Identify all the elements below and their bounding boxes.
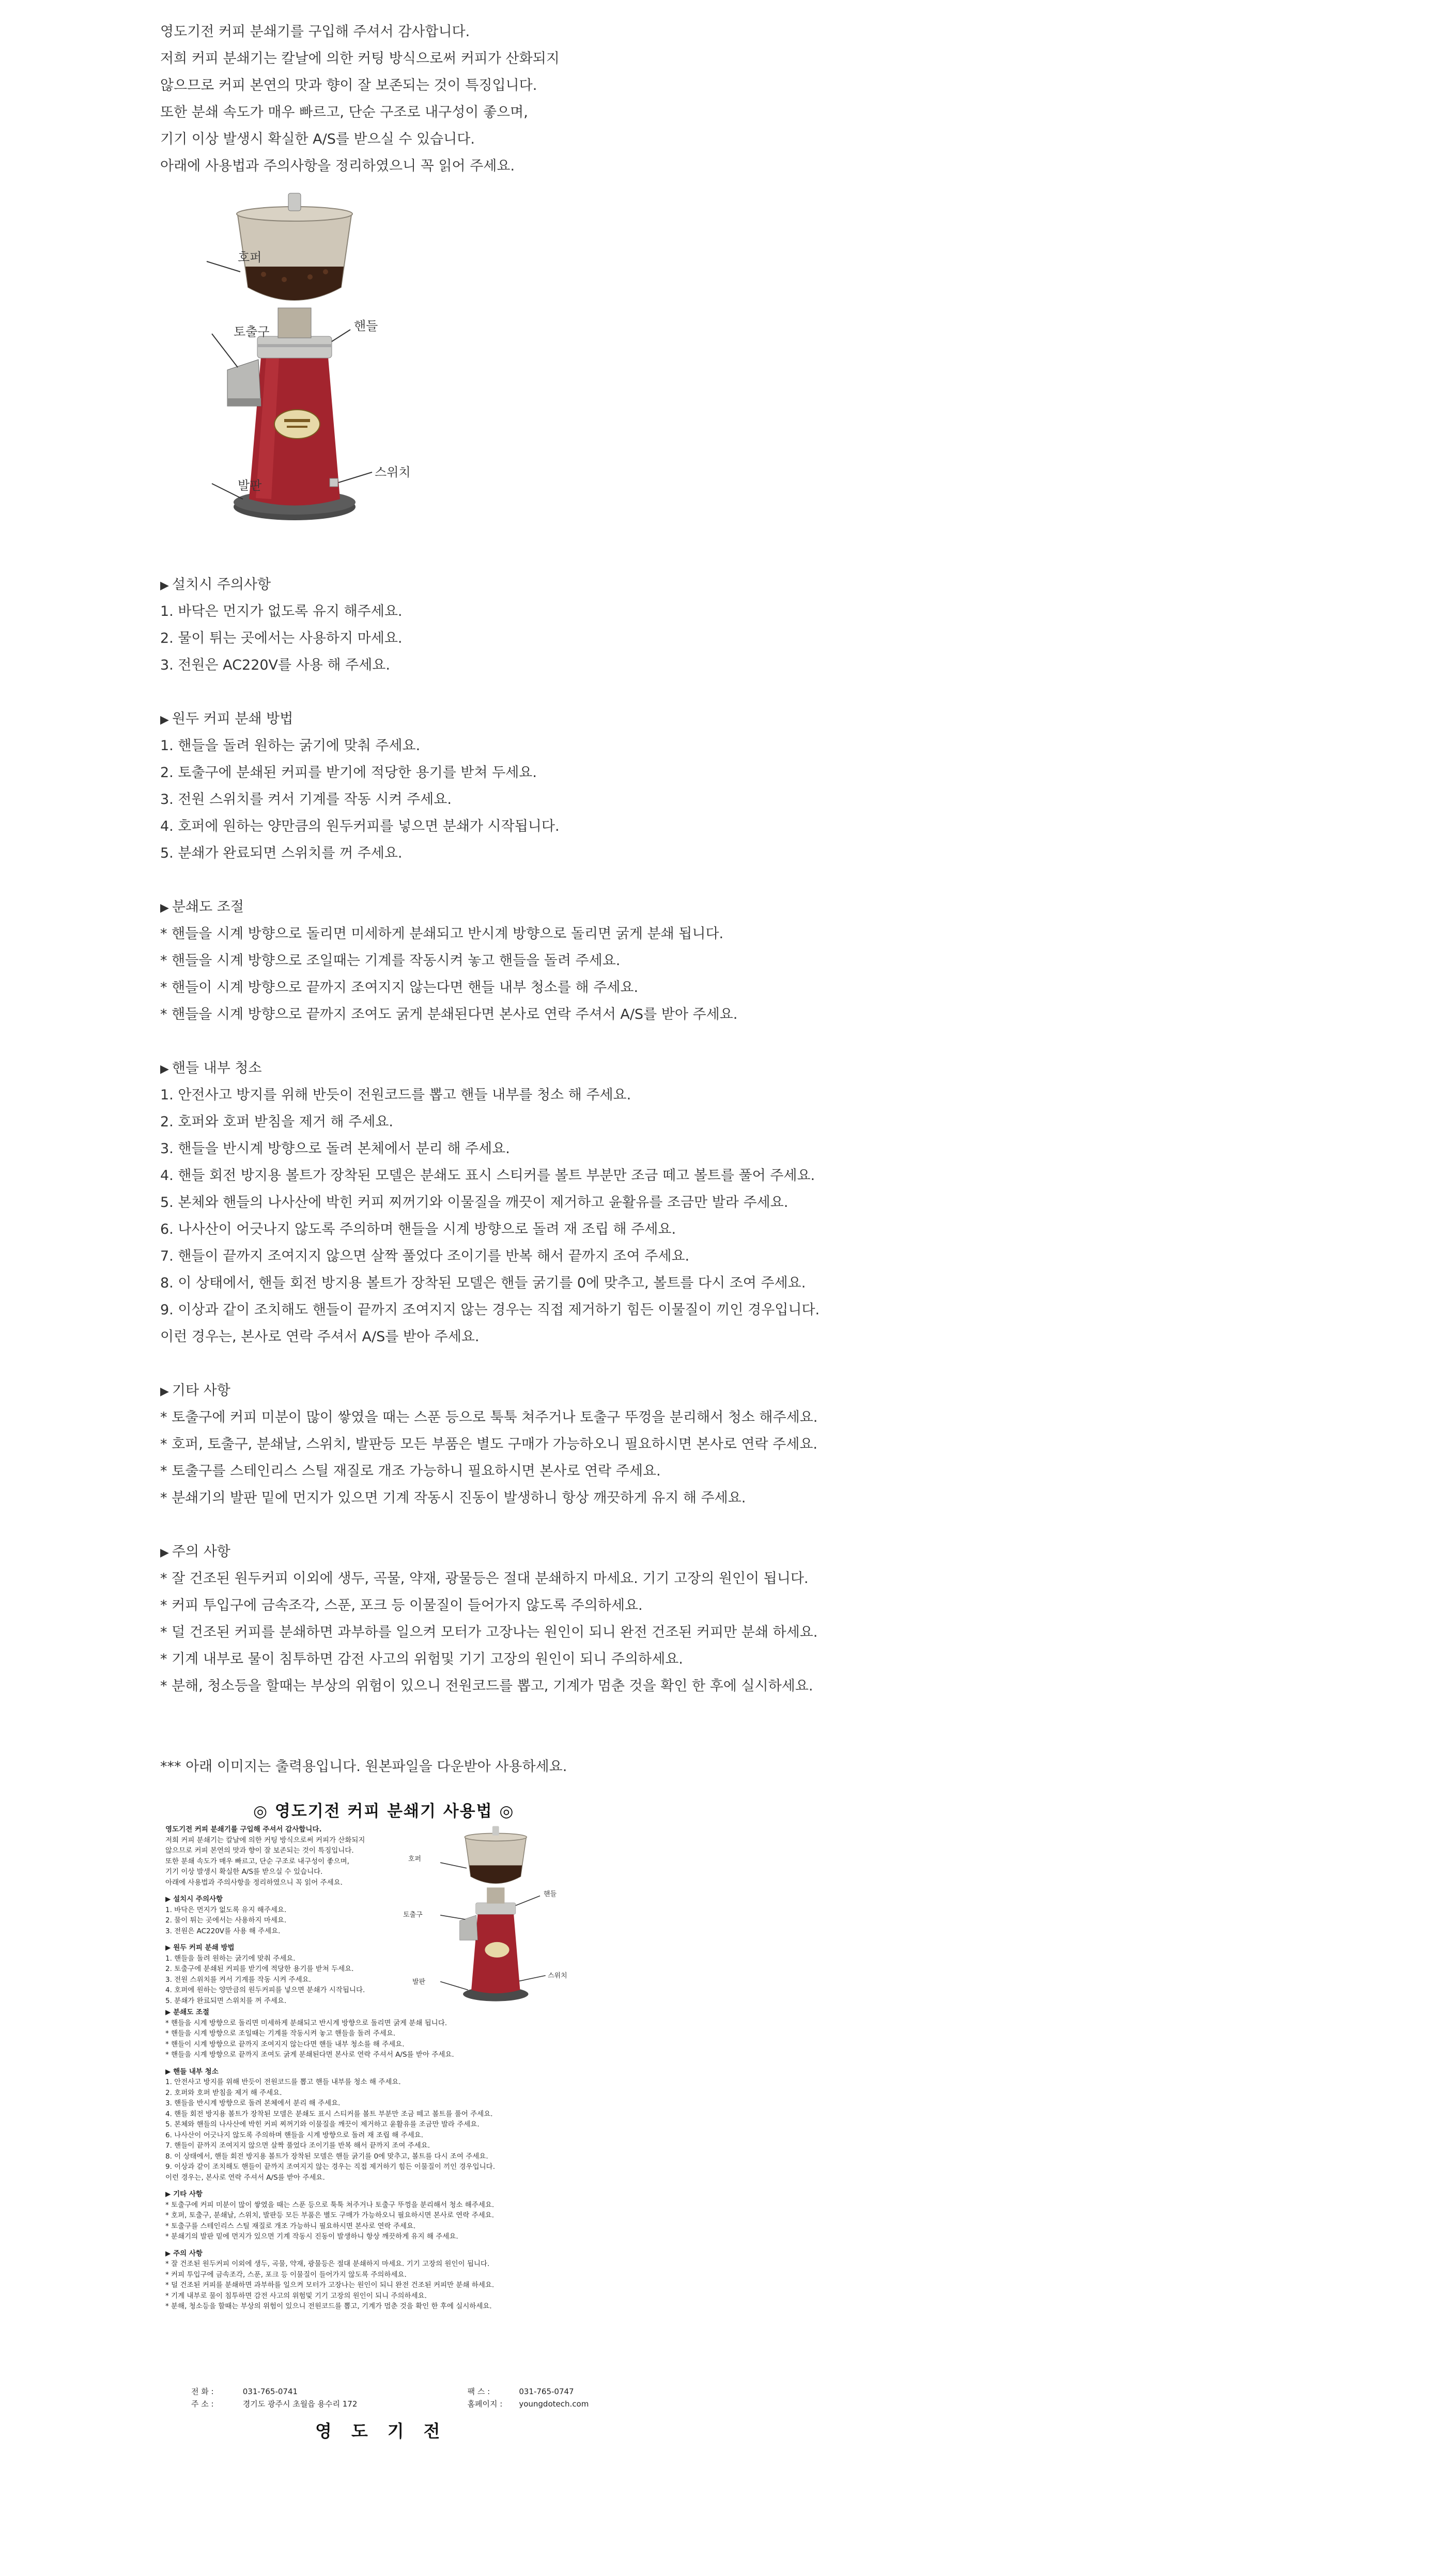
section-how-to-grind	[160, 706, 935, 867]
section-installation	[160, 571, 935, 679]
section-line: * 호퍼, 토출구, 분쇄날, 스위치, 발판등 모든 부품은 별도 구매가 가능하오니 필요하시면 본사로 연락 주세요.	[160, 1436, 818, 1452]
section-line: 1. 핸들을 돌려 원하는 굵기에 맞춰 주세요.	[160, 738, 421, 754]
sheet-line: * 핸들을 시계 방향으로 끝까지 조여도 굵게 분쇄된다면 본사로 연락 주셔서 A/S를 받아 주세요.	[165, 2051, 454, 2059]
section-handle-cleaning	[160, 1055, 935, 1351]
sheet-line: * 기계 내부로 물이 침투하면 감전 사고의 위험및 기기 고장의 원인이 되니 주의하세요.	[165, 2291, 427, 2300]
sheet-line: 3. 핸들을 반시계 방향으로 돌려 본체에서 분리 해 주세요.	[165, 2099, 341, 2107]
section-line: 2. 물이 튀는 곳에서는 사용하지 마세요.	[160, 630, 403, 646]
sheet-line: * 분해, 청소등을 할때는 부상의 위험이 있으니 전원코드를 뽑고, 기계가 멈춘 것을 확인 한 후에 실시하세요.	[165, 2302, 492, 2310]
section-line: * 덜 건조된 커피를 분쇄하면 과부하를 일으켜 모터가 고장나는 원인이 되니 완전 건조된 커피만 분쇄 하세요.	[160, 1624, 818, 1640]
triangle-bullet-icon: ▶	[160, 713, 169, 726]
section-line: 8. 이 상태에서, 핸들 회전 방지용 볼트가 장착된 모델은 핸들 굵기를 0에 맞추고, 볼트를 다시 조여 주세요.	[160, 1275, 806, 1291]
section-line: 1. 바닥은 먼지가 없도록 유지 해주세요.	[160, 603, 403, 619]
sheet-title: ◎ 영도기전 커피 분쇄기 사용법 ◎	[253, 1802, 515, 1821]
sheet-line: 2. 물이 튀는 곳에서는 사용하지 마세요.	[165, 1916, 287, 1925]
sheet-intro-line: 않으므로 커피 본연의 맛과 향이 잘 보존되는 것이 특징입니다.	[165, 1846, 354, 1855]
section-caution	[160, 1539, 935, 1700]
section-title-text: 원두 커피 분쇄 방법	[172, 711, 294, 727]
section-line: 2. 호퍼와 호퍼 받침을 제거 해 주세요.	[160, 1114, 393, 1130]
sheet-line: 6. 나사산이 어긋나지 않도록 주의하며 핸들을 시계 방향으로 돌려 재 조립 해 주세요.	[165, 2131, 424, 2139]
section-grind-adjust	[160, 894, 935, 1028]
sheet-line: 5. 본체와 핸들의 나사산에 박힌 커피 찌꺼기와 이물질을 깨끗이 제거하고 윤활유를 조금만 발라 주세요.	[165, 2120, 480, 2129]
intro-block	[160, 19, 935, 180]
sheet-line: 3. 전원은 AC220V를 사용 해 주세요.	[165, 1927, 281, 1935]
sheet-line: 1. 핸들을 돌려 원하는 굵기에 맞춰 주세요.	[165, 1954, 296, 1963]
sheet-section-title	[165, 2067, 630, 2077]
sheet-intro-line: 영도기전 커피 분쇄기를 구입해 주셔서 감사합니다.	[165, 1825, 322, 1834]
section-line: * 핸들을 시계 방향으로 조일때는 기계를 작동시켜 놓고 핸들을 돌려 주세요.	[160, 953, 621, 969]
sheet-line: * 호퍼, 토출구, 분쇄날, 스위치, 발판등 모든 부품은 별도 구매가 가능하오니 필요하시면 본사로 연락 주세요.	[165, 2211, 495, 2220]
section-line: 이런 경우는, 본사로 연락 주셔서 A/S를 받아 주세요.	[160, 1329, 480, 1345]
sheet-section-title-text: 주의 사항	[173, 2249, 203, 2258]
section-title-text: 기타 사항	[172, 1383, 230, 1399]
sheet-line: * 토출구를 스테인리스 스틸 재질로 개조 가능하니 필요하시면 본사로 연락 주세요.	[165, 2222, 416, 2230]
sheet-left-column	[165, 1824, 444, 2006]
sheet-line: * 핸들이 시계 방향으로 끝까지 조여지지 않는다면 핸들 내부 청소를 해 주세요.	[165, 2040, 405, 2049]
section-other	[160, 1377, 935, 1512]
triangle-bullet-icon: ▶	[160, 1063, 169, 1076]
sheet-intro-line: 또한 분쇄 속도가 매우 빠르고, 단순 구조로 내구성이 좋으며,	[165, 1857, 349, 1866]
section-line: * 분해, 청소등을 할때는 부상의 위험이 있으니 전원코드를 뽑고, 기계가 멈춘 것을 확인 한 후에 실시하세요.	[160, 1678, 813, 1694]
grinder-illustration	[160, 189, 450, 546]
sheet-intro-line: 저희 커피 분쇄기는 칼날에 의한 커팅 방식으로써 커피가 산화되지	[165, 1836, 365, 1844]
intro-line: 아래에 사용법과 주의사항을 정리하였으니 꼭 읽어 주세요.	[160, 158, 515, 174]
triangle-bullet-icon: ▶	[160, 902, 169, 914]
contact-row	[191, 2385, 605, 2398]
section-title-text: 주의 사항	[172, 1544, 230, 1560]
phone-value: 031-765-0741	[242, 2387, 298, 2396]
sheet-line: * 토출구에 커피 미분이 많이 쌓였을 때는 스푼 등으로 툭툭 쳐주거나 토출구 뚜껑을 분리해서 청소 해주세요.	[165, 2200, 495, 2209]
intro-line: 영도기전 커피 분쇄기를 구입해 주셔서 감사합니다.	[160, 24, 470, 40]
sheet-section-title	[165, 2248, 630, 2259]
label-handle: 핸들	[354, 319, 378, 333]
triangle-bullet-icon: ▶	[165, 2249, 174, 2258]
address-value: 경기도 광주시 초월읍 용수리 172	[242, 2399, 358, 2409]
address-label: 주 소 :	[191, 2399, 214, 2409]
sheet-line: 2. 토출구에 분쇄된 커피를 받기에 적당한 용기를 받쳐 두세요.	[165, 1965, 354, 1973]
section-line: * 커피 투입구에 금속조각, 스푼, 포크 등 이물질이 들어가지 않도록 주의하세요.	[160, 1597, 643, 1613]
section-line: 3. 핸들을 반시계 방향으로 돌려 본체에서 분리 해 주세요.	[160, 1141, 510, 1157]
sheet-line: 1. 바닥은 먼지가 없도록 유지 해주세요.	[165, 1905, 287, 1914]
sheet-line: * 잘 건조된 원두커피 이외에 생두, 곡물, 약재, 광물등은 절대 분쇄하지 마세요. 기기 고장의 원인이 됩니다.	[165, 2260, 490, 2268]
triangle-bullet-icon: ▶	[165, 2008, 174, 2016]
section-line: 4. 호퍼에 원하는 양만큼의 원두커피를 넣으면 분쇄가 시작됩니다.	[160, 818, 560, 834]
sheet-section-title	[165, 1894, 444, 1905]
intro-line: 또한 분쇄 속도가 매우 빠르고, 단순 구조로 내구성이 좋으며,	[160, 104, 528, 120]
sheet-contact-info	[191, 2385, 605, 2410]
sheet-label-base: 발판	[412, 1978, 426, 1986]
sheet-line: * 핸들을 시계 방향으로 조일때는 기계를 작동시켜 놓고 핸들을 돌려 주세요.	[165, 2029, 396, 2038]
triangle-bullet-icon: ▶	[160, 1546, 169, 1559]
print-note: *** 아래 이미지는 출력용입니다. 원본파일을 다운받아 사용하세요.	[160, 1759, 567, 1775]
section-line: * 핸들을 시계 방향으로 돌리면 미세하게 분쇄되고 반시계 방향으로 돌리면 굵게 분쇄 됩니다.	[160, 926, 724, 942]
section-title	[160, 1377, 935, 1404]
company-name: 영도기전	[315, 2421, 460, 2441]
intro-line: 저희 커피 분쇄기는 칼날에 의한 커팅 방식으로써 커피가 산화되지	[160, 51, 560, 67]
section-line: 3. 전원은 AC220V를 사용 해 주세요.	[160, 657, 390, 673]
sheet-label-spout: 토출구	[403, 1911, 423, 1919]
sheet-line: 9. 이상과 같이 조치해도 핸들이 끝까지 조여지지 않는 경우는 직접 제거하기 힘든 이물질이 끼인 경우입니다.	[165, 2163, 496, 2171]
label-switch: 스위치	[375, 465, 411, 479]
label-hopper: 호퍼	[238, 250, 262, 265]
sheet-section-title-text: 원두 커피 분쇄 방법	[173, 1944, 235, 1952]
triangle-bullet-icon: ▶	[165, 2067, 174, 2076]
label-spout: 토출구	[234, 324, 270, 339]
section-title	[160, 706, 935, 733]
section-title-text: 설치시 주의사항	[172, 577, 271, 593]
section-line: * 잘 건조된 원두커피 이외에 생두, 곡물, 약재, 광물등은 절대 분쇄하지 마세요. 기기 고장의 원인이 됩니다.	[160, 1571, 809, 1587]
section-title	[160, 894, 935, 921]
sheet-wide-column	[165, 2007, 630, 2312]
label-base: 발판	[238, 478, 262, 493]
sheet-label-switch: 스위치	[548, 1972, 567, 1980]
sheet-line: 4. 호퍼에 원하는 양만큼의 원두커피를 넣으면 분쇄가 시작됩니다.	[165, 1986, 365, 1994]
section-line: 1. 안전사고 방지를 위해 반듯이 전원코드를 뽑고 핸들 내부를 청소 해 주세요.	[160, 1087, 631, 1103]
section-line: 9. 이상과 같이 조치해도 핸들이 끝까지 조여지지 않는 경우는 직접 제거하기 힘든 이물질이 끼인 경우입니다.	[160, 1302, 820, 1318]
section-line: * 핸들을 시계 방향으로 끝까지 조여도 굵게 분쇄된다면 본사로 연락 주셔서 A/S를 받아 주세요.	[160, 1006, 738, 1022]
coffee-grinder-image	[160, 189, 450, 546]
website-value: youngdotech.com	[519, 2399, 589, 2409]
section-line: 4. 핸들 회전 방지용 볼트가 장착된 모델은 분쇄도 표시 스티커를 볼트 부분만 조금 떼고 볼트를 풀어 주세요.	[160, 1168, 815, 1184]
section-line: 7. 핸들이 끝까지 조여지지 않으면 살짝 풀었다 조이기를 반복 해서 끝까지 조여 주세요.	[160, 1248, 690, 1264]
section-title-text: 핸들 내부 청소	[172, 1060, 262, 1076]
sheet-line: 1. 안전사고 방지를 위해 반듯이 전원코드를 뽑고 핸들 내부를 청소 해 주세요.	[165, 2078, 401, 2086]
section-line: 5. 본체와 핸들의 나사산에 박힌 커피 찌꺼기와 이물질을 깨끗이 제거하고 윤활유를 조금만 발라 주세요.	[160, 1194, 789, 1211]
sheet-section-title-text: 설치시 주의사항	[173, 1895, 223, 1903]
section-title	[160, 1539, 935, 1565]
website-label: 홈페이지 :	[467, 2399, 503, 2409]
sheet-line: 8. 이 상태에서, 핸들 회전 방지용 볼트가 장착된 모델은 핸들 굵기를 0에 맞추고, 볼트를 다시 조여 주세요.	[165, 2152, 488, 2161]
coffee-grinder-image	[424, 1821, 579, 2018]
intro-line: 기기 이상 발생시 확실한 A/S를 받으실 수 있습니다.	[160, 131, 475, 147]
sheet-line: * 분쇄기의 발판 밑에 먼지가 있으면 기계 작동시 진동이 발생하니 항상 깨끗하게 유지 해 주세요.	[165, 2232, 458, 2241]
triangle-bullet-icon: ▶	[165, 1895, 174, 1903]
triangle-bullet-icon: ▶	[165, 1944, 174, 1952]
triangle-bullet-icon: ▶	[160, 579, 169, 592]
section-line: * 핸들이 시계 방향으로 끝까지 조여지지 않는다면 핸들 내부 청소를 해 주세요.	[160, 980, 639, 996]
section-line: * 분쇄기의 발판 밑에 먼지가 있으면 기계 작동시 진동이 발생하니 항상 깨끗하게 유지 해 주세요.	[160, 1490, 746, 1506]
phone-label: 전 화 :	[191, 2387, 214, 2396]
section-line: 5. 분쇄가 완료되면 스위치를 꺼 주세요.	[160, 845, 403, 861]
sheet-grinder-illustration	[403, 1821, 579, 2018]
section-line: * 기계 내부로 물이 침투하면 감전 사고의 위험및 기기 고장의 원인이 되니 주의하세요.	[160, 1651, 683, 1667]
sheet-section-title-text: 기타 사항	[173, 2190, 203, 2198]
section-line: 6. 나사산이 어긋나지 않도록 주의하며 핸들을 시계 방향으로 돌려 재 조립 해 주세요.	[160, 1221, 676, 1237]
triangle-bullet-icon: ▶	[160, 1385, 169, 1398]
section-line: * 토출구를 스테인리스 스틸 재질로 개조 가능하니 필요하시면 본사로 연락 주세요.	[160, 1463, 661, 1479]
sheet-label-handle: 핸들	[544, 1890, 557, 1898]
fax-label: 팩 스 :	[467, 2387, 490, 2396]
contact-row	[191, 2398, 605, 2410]
sheet-section-title	[165, 2189, 630, 2200]
sheet-intro-line: 기기 이상 발생시 확실한 A/S를 받으실 수 있습니다.	[165, 1868, 323, 1876]
section-title	[160, 571, 935, 598]
section-line: 3. 전원 스위치를 켜서 기계를 작동 시켜 주세요.	[160, 792, 452, 808]
sheet-line: * 커피 투입구에 금속조각, 스푼, 포크 등 이물질이 들어가지 않도록 주의하세요.	[165, 2270, 407, 2279]
sheet-section-title	[165, 2007, 630, 2018]
sheet-line: 4. 핸들 회전 방지용 볼트가 장착된 모델은 분쇄도 표시 스티커를 볼트 부분만 조금 떼고 볼트를 풀어 주세요.	[165, 2109, 493, 2118]
fax-value: 031-765-0747	[519, 2387, 574, 2396]
sheet-line: 이런 경우는, 본사로 연락 주셔서 A/S를 받아 주세요.	[165, 2173, 325, 2182]
sheet-line: 5. 분쇄가 완료되면 스위치를 꺼 주세요.	[165, 1996, 287, 2005]
intro-line: 않으므로 커피 본연의 맛과 향이 잘 보존되는 것이 특징입니다.	[160, 77, 537, 94]
sheet-label-hopper: 호퍼	[408, 1855, 422, 1863]
section-line: * 토출구에 커피 미분이 많이 쌓였을 때는 스푼 등으로 툭툭 쳐주거나 토출구 뚜껑을 분리해서 청소 해주세요.	[160, 1409, 818, 1425]
sheet-line: 7. 핸들이 끝까지 조여지지 않으면 살짝 풀었다 조이기를 반복 해서 끝까지 조여 주세요.	[165, 2142, 430, 2150]
triangle-bullet-icon: ▶	[165, 2190, 174, 2198]
sheet-line: 3. 전원 스위치를 켜서 기계를 작동 시켜 주세요.	[165, 1975, 311, 1984]
sheet-line: * 핸들을 시계 방향으로 돌리면 미세하게 분쇄되고 반시계 방향으로 돌리면 굵게 분쇄 됩니다.	[165, 2019, 447, 2027]
section-line: 2. 토출구에 분쇄된 커피를 받기에 적당한 용기를 받쳐 두세요.	[160, 765, 537, 781]
sheet-intro-line: 아래에 사용법과 주의사항을 정리하였으니 꼭 읽어 주세요.	[165, 1878, 343, 1887]
sheet-section-title-text: 핸들 내부 청소	[173, 2067, 219, 2076]
section-title	[160, 1055, 935, 1082]
sheet-line: * 덜 건조된 커피를 분쇄하면 과부하를 일으켜 모터가 고장나는 원인이 되니 완전 건조된 커피만 분쇄 하세요.	[165, 2281, 495, 2289]
manual-document	[160, 19, 935, 1780]
section-title-text: 분쇄도 조절	[172, 899, 244, 915]
sheet-section-title	[165, 1943, 444, 1953]
printable-manual-sheet	[160, 1790, 625, 2462]
sheet-line: 2. 호퍼와 호퍼 받침을 제거 해 주세요.	[165, 2088, 282, 2097]
sheet-section-title-text: 분쇄도 조절	[173, 2008, 209, 2016]
